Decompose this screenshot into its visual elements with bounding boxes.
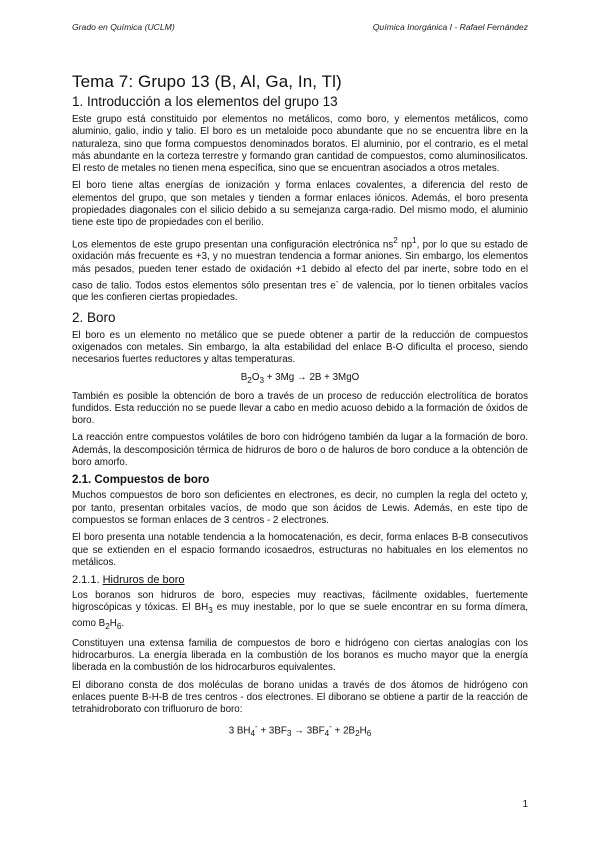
subsection-2-1-1-paragraph-3: El diborano consta de dos moléculas de borano unidas a través de dos átomos de hidrógeno con enlaces puente B-H-B de tres centros - dos electrones. El diborano se obtiene a partir de la reacción de tetrahidroborato con trifluoruro de boro: [72, 679, 528, 716]
subsection-2-1-1-paragraph-2: Constituyen una extensa familia de compuestos de boro e hidrógeno con ciertas analogías con los hidrocarburos. La energía liberada en la combustión de los boranos es mucho mayor que la energía liberada en la combustión de los hidrocarburos equivalentes. [72, 637, 528, 674]
subsection-2-1-paragraph-2: El boro presenta una notable tendencia a la homocatenación, es decir, forma enlaces B-B consecutivos que se extienden en el espacio formando icosaedros, estructuras no habituales en los elementos no metálicos. [72, 532, 528, 568]
chapter-title: Tema 7: Grupo 13 (B, Al, Ga, In, Tl) [72, 72, 342, 91]
section-1-paragraph-2: El boro tiene altas energías de ionización y forma enlaces covalentes, a diferencia del resto de elementos del grupo, que son metales y tienden a formar enlaces iónicos. Además, el boro presenta propiedades diagonales con el silicio debido a su semejanza carga-radio. Del mismo modo, el aluminio tiene este tipo de propiedades con el berilio. [72, 180, 528, 229]
subsection-2-1-1-heading: 2.1.1. Hidruros de boro [72, 574, 185, 587]
subsection-2-1-heading: 2.1. Compuestos de boro [72, 474, 210, 487]
page-number: 1 [522, 799, 528, 810]
subsection-2-1-1-paragraph-1: Los boranos son hidruros de boro, especies muy reactivas, fácilmente oxidables, fuertemente higroscópicas y tóxicas. El $BH_3$ es muy inestable, por lo que se suele encontrar en su forma dímera, como $B_2H_6$. [72, 590, 528, 631]
equation-boron-reduction: $B_2O_3 + 3Mg \to 2B + 3MgO$ [240, 371, 360, 385]
equation-diborane-synthesis: 3 $BH_4^- + 3BF_3 \to 3BF_4^- + 2B_2H_6$ [228, 721, 372, 738]
section-2-heading: 2. Boro [72, 309, 116, 325]
header-author: Química Inorgánica I - Rafael Fernández [372, 22, 528, 32]
section-1-paragraph-1: Este grupo está constituido por elementos no metálicos, como boro, y elementos metálicos, como aluminio, galio, indio y talio. El boro es un metaloide poco abundante que no se encuentra libre en la naturaleza, sino que forma compuestos denominados boratos. El aluminio, por el contrario, es el metal más abundante en la corteza terrestre y formando gran cantidad de compuestos, como aluminosilicatos. El resto de metales no tienen mena específica, sino que se encuentran asociados a otros metales. [72, 114, 528, 175]
section-1-paragraph-3: Los elementos de este grupo presentan una configuración electrónica $ns^2$ $np^1$, por lo que su estado de oxidación más frecuente es +3, y no muestran tendencia a formar aniones. Sin embargo, los elementos más pesados, pueden tener estado de oxidación +1 debido al efecto del par inerte, sobre todo en el caso de talio. Todos estos elementos sólo presentan tres e- de valencia, por lo tienen orbitales vacíos que les confieren ciertas propiedades. [72, 235, 529, 304]
document-body [72, 72, 528, 744]
header-course: Grado en Química (UCLM) [72, 22, 175, 32]
section-2-paragraph-3: La reacción entre compuestos volátiles de boro con hidrógeno también da lugar a la formación de boro. Además, la descomposición térmica de hidruros de boro o de haluros de boro conduce a la obtención de boro amorfo. [72, 432, 528, 469]
section-2-paragraph-1: El boro es un elemento no metálico que se puede obtener a partir de la reducción de compuestos oxigenados con metales. Sin embargo, la alta estabilidad del enlace B-O dificulta el proceso, siendo necesarios fuertes reductores y altas temperaturas. [72, 329, 528, 366]
section-2-paragraph-2: También es posible la obtención de boro a través de un proceso de reducción electrolítica de boratos fundidos. Esta reducción no se puede llevar a cabo en medio acuoso debido a la formación de óxidos de boro. [72, 390, 528, 427]
subsection-2-1-paragraph-1: Muchos compuestos de boro son deficientes en electrones, es decir, no cumplen la regla del octeto y, por tanto, presentan orbitales vacíos, de modo que son ácidos de Lewis. Además, en este tipo de compuestos se forman enlaces de 3 centros - 2 electrones. [72, 490, 528, 526]
section-1-heading: 1. Introducción a los elementos del grupo 13 [72, 94, 338, 109]
